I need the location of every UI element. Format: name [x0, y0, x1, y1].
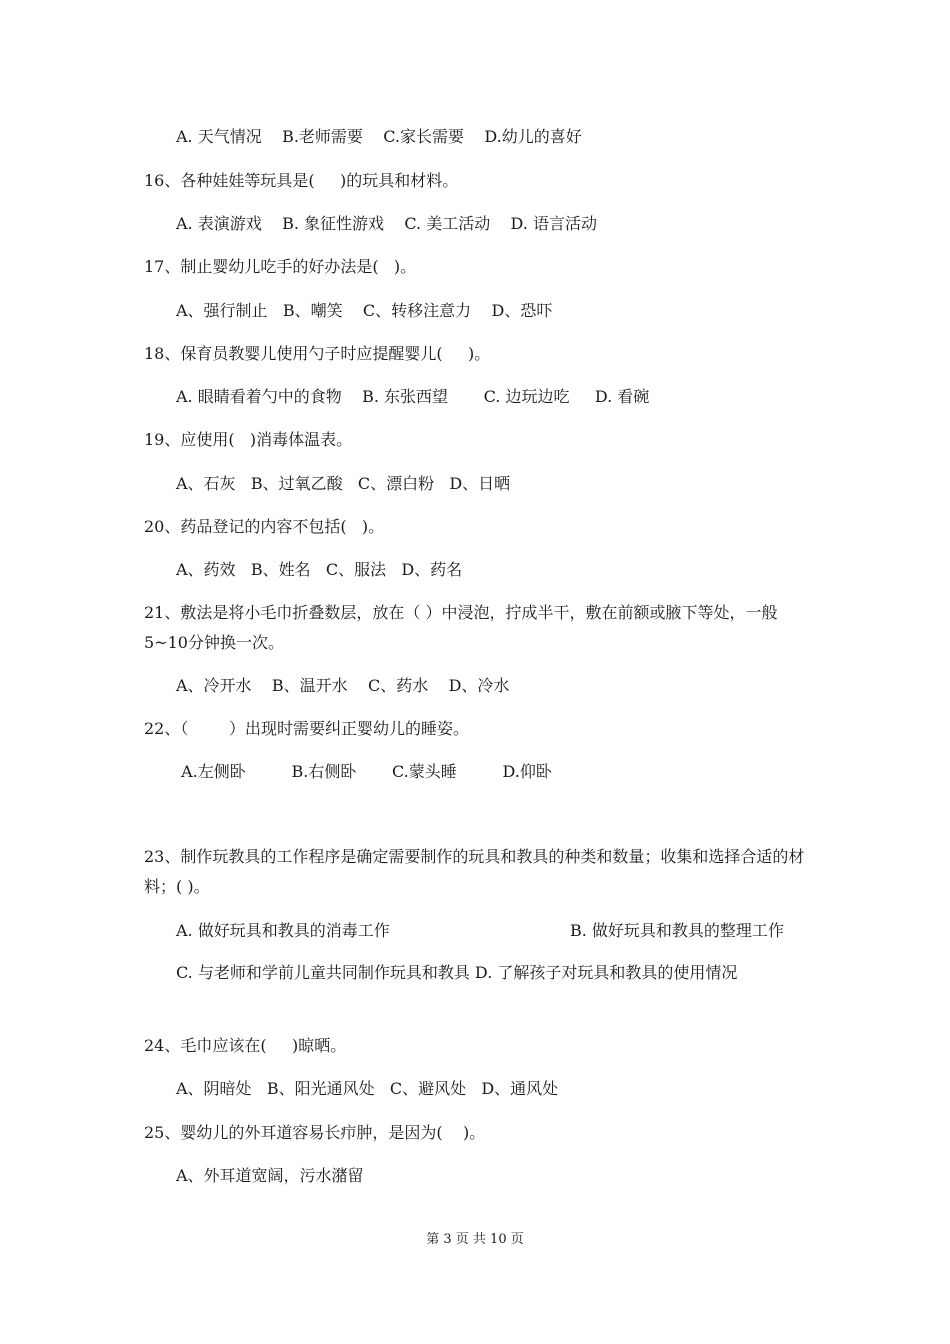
q22-options: A.左侧卧 B.右侧卧 C.蒙头睡 D.仰卧: [176, 762, 552, 781]
q25-question: 25、婴幼儿的外耳道容易长疖肿，是因为( )。: [144, 1123, 486, 1142]
q16-question: 16、各种娃娃等玩具是( )的玩具和材料。: [144, 171, 459, 190]
q22-question: 22、（ ）出现时需要纠正婴幼儿的睡姿。: [144, 719, 470, 738]
q23-option-b: B. 做好玩具和教具的整理工作: [570, 921, 784, 940]
q25-option-a: A、外耳道宽阔，污水潴留: [176, 1166, 364, 1185]
page-footer: 第 3 页 共 10 页: [426, 1232, 524, 1247]
q19-question: 19、应使用( )消毒体温表。: [144, 430, 353, 449]
q17-question: 17、制止婴幼儿吃手的好办法是( )。: [144, 257, 417, 276]
q20-question: 20、药品登记的内容不包括( )。: [144, 517, 385, 536]
q20-options: A、药效 B、姓名 C、服法 D、药名: [176, 560, 463, 579]
q16-options: A. 表演游戏 B. 象征性游戏 C. 美工活动 D. 语言活动: [176, 214, 597, 233]
q18-options: A. 眼睛看着勺中的食物 B. 东张西望 C. 边玩边吃 D. 看碗: [176, 387, 650, 406]
q21-question: 21、敷法是将小毛巾折叠数层，放在（ ）中浸泡，拧成半干，敷在前额或腋下等处，一般5~10分钟换一次。: [144, 603, 778, 652]
q24-question: 24、毛巾应该在( )晾晒。: [144, 1036, 347, 1055]
q21-options: A、冷开水 B、温开水 C、药水 D、冷水: [176, 676, 510, 695]
q24-options: A、阴暗处 B、阳光通风处 C、避风处 D、通风处: [176, 1079, 559, 1098]
q23-question: 23、制作玩教具的工作程序是确定需要制作的玩具和教具的种类和数量；收集和选择合适的材料；( )。: [144, 847, 805, 896]
q15-options: A. 天气情况 B.老师需要 C.家长需要 D.幼儿的喜好: [176, 127, 582, 146]
q18-question: 18、保育员教婴儿使用勺子时应提醒婴儿( )。: [144, 344, 491, 363]
q23-option-a: A. 做好玩具和教具的消毒工作: [176, 921, 390, 940]
q19-options: A、石灰 B、过氧乙酸 C、漂白粉 D、日晒: [176, 474, 511, 493]
q17-options: A、强行制止 B、嘲笑 C、转移注意力 D、恐吓: [176, 301, 553, 320]
q23-option-cd: C. 与老师和学前儿童共同制作玩具和教具 D. 了解孩子对玩具和教具的使用情况: [176, 963, 738, 982]
